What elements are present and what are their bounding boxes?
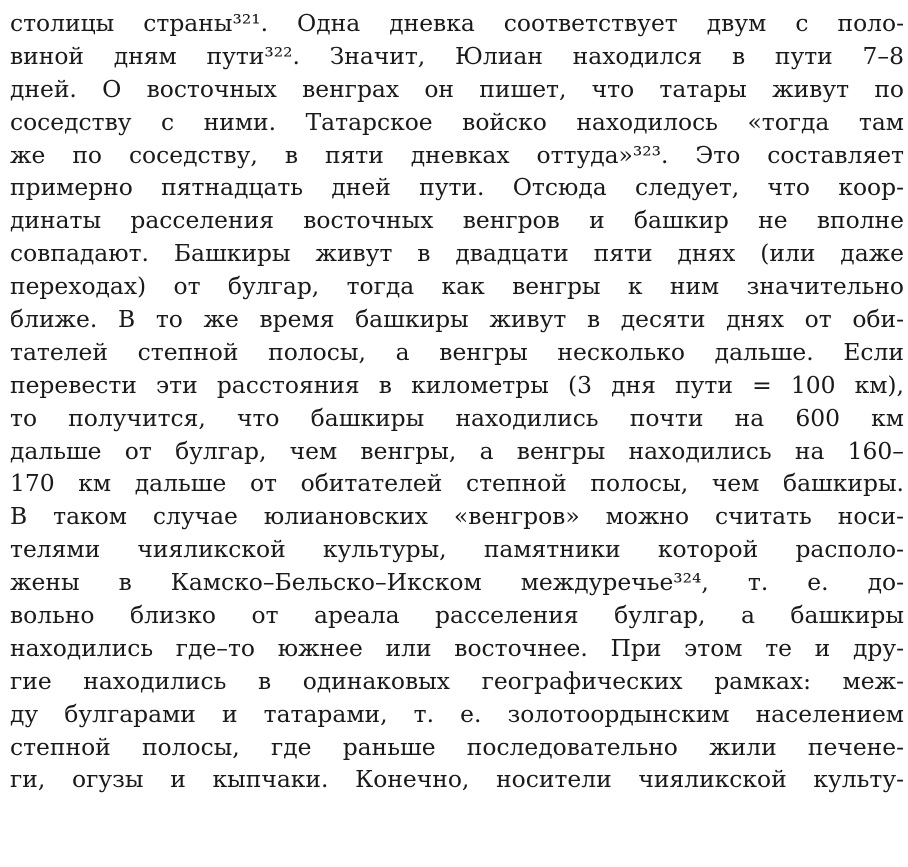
text-line: вольно близко от ареала расселения булгар, а башкиры bbox=[10, 601, 904, 630]
text-line: степной полосы, где раньше последовательно жили печене- bbox=[10, 732, 904, 761]
text-line: телями чияликской культуры, памятники которой располо- bbox=[10, 535, 904, 564]
text-line: то получится, что башкиры находились почти на 600 км bbox=[10, 403, 904, 432]
text-line: примерно пятнадцать дней пути. Отсюда следует, что коор- bbox=[10, 173, 904, 202]
text-line: же по соседству, в пяти дневках оттуда»³²³. Это составляет bbox=[10, 140, 904, 169]
text-line: дальше от булгар, чем венгры, а венгры находились на 160– bbox=[10, 436, 904, 465]
text-line: В таком случае юлиановских «венгров» можно считать носи- bbox=[10, 502, 904, 531]
text-line: 170 км дальше от обитателей степной полосы, чем башкиры. bbox=[10, 469, 904, 498]
text-line: находились где–то южнее или восточнее. При этом те и дру- bbox=[10, 633, 904, 662]
text-line: соседству с ними. Татарское войско находилось «тогда там bbox=[10, 107, 904, 136]
text-line: перевести эти расстояния в километры (3 дня пути = 100 км), bbox=[10, 370, 904, 399]
text-line: гие находились в одинаковых географических рамках: меж- bbox=[10, 666, 904, 695]
text-line: ги, огузы и кыпчаки. Конечно, носители чияликской культу- bbox=[10, 765, 904, 794]
text-line: дней. О восточных венграх он пишет, что татары живут по bbox=[10, 74, 904, 103]
text-line: динаты расселения восточных венгров и башкир не вполне bbox=[10, 206, 904, 235]
text-line: совпадают. Башкиры живут в двадцати пяти днях (или даже bbox=[10, 239, 904, 268]
text-line: виной дням пути³²². Значит, Юлиан находился в пути 7–8 bbox=[10, 41, 904, 70]
text-line: тателей степной полосы, а венгры несколько дальше. Если bbox=[10, 337, 904, 366]
text-line: переходах) от булгар, тогда как венгры к ним значительно bbox=[10, 272, 904, 301]
text-line: ближе. В то же время башкиры живут в десяти днях от оби- bbox=[10, 305, 904, 334]
text-line: ду булгарами и татарами, т. е. золотоордынским населением bbox=[10, 699, 904, 728]
document-page bbox=[10, 7, 904, 796]
text-line: жены в Камско–Бельско–Икском междуречье³²⁴, т. е. до- bbox=[10, 568, 904, 597]
text-line: столицы страны³²¹. Одна дневка соответствует двум с поло- bbox=[10, 9, 904, 37]
